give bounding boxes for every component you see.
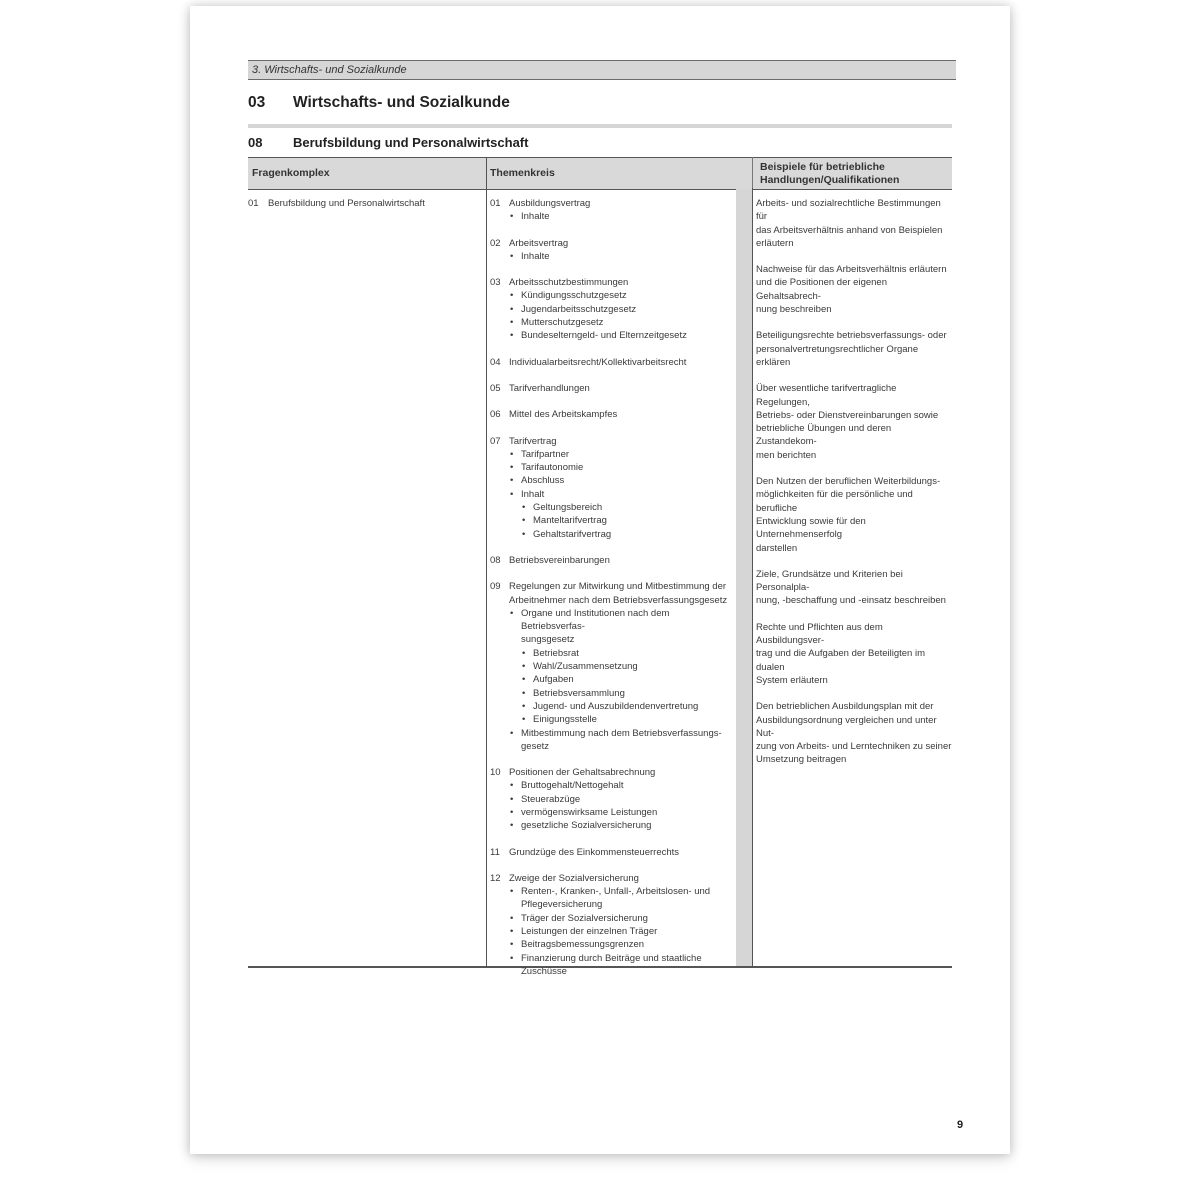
topic-number: 03 xyxy=(490,277,501,289)
topic-title: Tarifvertrag xyxy=(509,435,557,447)
topic-number: 08 xyxy=(490,554,501,566)
topic-bullet: • Inhalte xyxy=(509,250,732,263)
topic-sub-bullet: • Betriebsversammlung xyxy=(521,687,732,700)
topic-bullet: • Tarifpartner xyxy=(509,448,732,461)
beispiel-paragraph xyxy=(756,568,952,608)
beispiel-line: Arbeits- und sozialrechtliche Bestimmungen für xyxy=(756,198,941,223)
chapter-number: 03 xyxy=(248,94,266,111)
beispiel-paragraph xyxy=(756,382,952,462)
topic-03 xyxy=(490,276,732,342)
topic-bullet-with-sublist xyxy=(509,607,732,727)
topic-number: 11 xyxy=(490,846,500,858)
beispiel-line: Umsetzung beitragen xyxy=(756,754,847,766)
topic-bullet: • Mutterschutzgesetz xyxy=(509,316,732,329)
topic-bullet: • Beitragsbemessungsgrenzen xyxy=(509,938,732,951)
beispiel-line: und die Positionen der eigenen Gehaltsabrech- xyxy=(756,277,887,302)
topic-sub-bullet: • Manteltarifvertrag xyxy=(521,514,732,527)
topic-title: Individualarbeitsrecht/Kollektivarbeitsrecht xyxy=(509,356,687,368)
topic-title: Ausbildungsvertrag xyxy=(509,198,591,209)
section-title: Berufsbildung und Personalwirtschaft xyxy=(293,135,529,150)
topic-title xyxy=(509,580,732,607)
topic-bullet: • gesetzliche Sozialversicherung xyxy=(509,819,732,832)
topic-bullet-line: • Finanzierung durch Beiträge und staatliche xyxy=(521,952,702,964)
themenkreis-cell xyxy=(490,197,732,991)
beispiel-paragraph xyxy=(756,329,952,369)
topic-sub-bullet: • Gehaltstarifvertrag xyxy=(521,528,732,541)
topic-bullet: • Abschluss xyxy=(509,474,732,487)
topic-bullet-line: Zuschüsse xyxy=(521,965,567,977)
topic-title-line: Regelungen zur Mitwirkung und Mitbestimmung der xyxy=(509,581,727,593)
topic-bullet xyxy=(509,952,732,979)
beispiel-paragraph xyxy=(756,700,952,766)
header-fragenkomplex: Fragenkomplex xyxy=(252,167,330,179)
topic-04 xyxy=(490,356,732,369)
topic-number: 06 xyxy=(490,409,501,421)
chapter-title: Wirtschafts- und Sozialkunde xyxy=(293,94,510,111)
column-divider-1 xyxy=(486,157,487,967)
topic-sub-bullet: • Wahl/Zusammensetzung xyxy=(521,660,732,673)
topic-title: Grundzüge des Einkommensteuerrechts xyxy=(509,846,680,858)
topic-sub-bullet: • Jugend- und Auszubildendenvertretung xyxy=(521,700,732,713)
fragenkomplex-number: 01 xyxy=(248,198,259,209)
beispiel-line: Entwicklung sowie für den Unternehmenserfolg xyxy=(756,515,866,541)
topic-number: 10 xyxy=(490,767,501,779)
topic-bullet-with-sublist xyxy=(509,488,732,541)
document-page xyxy=(190,6,1010,1154)
topic-title: Positionen der Gehaltsabrechnung xyxy=(509,767,656,779)
beispiele-cell xyxy=(756,197,952,780)
column-divider-2 xyxy=(752,188,753,967)
topic-title: Tarifverhandlungen xyxy=(509,382,590,394)
topic-bullet: • Tarifautonomie xyxy=(509,461,732,474)
topic-number: 02 xyxy=(490,237,501,249)
topic-bullet: • Bruttogehalt/Nettogehalt xyxy=(509,779,732,792)
beispiel-line: betriebliche Übungen und deren Zustandekom- xyxy=(756,423,892,448)
beispiel-line: Ausbildungsordnung vergleichen und unter Nut- xyxy=(756,714,937,739)
topic-bullet: • Steuerabzüge xyxy=(509,793,732,806)
topic-number: 07 xyxy=(490,435,501,447)
beispiel-line: Den betrieblichen Ausbildungsplan mit der xyxy=(756,701,934,713)
beispiel-line: das Arbeitsverhältnis anhand von Beispielen xyxy=(756,224,943,236)
beispiel-line: möglichkeiten für die persönliche und berufliche xyxy=(756,489,913,514)
topic-bullet-line: Pflegeversicherung xyxy=(521,899,603,911)
section-number: 08 xyxy=(248,135,263,150)
beispiel-line: Über wesentliche tarifvertragliche Regelungen, xyxy=(756,383,897,408)
topic-number: 12 xyxy=(490,872,501,884)
beispiel-line: Den Nutzen der beruflichen Weiterbildungs- xyxy=(756,476,941,488)
topic-bullet: • Jugendarbeitsschutzgesetz xyxy=(509,303,732,316)
topic-title: Zweige der Sozialversicherung xyxy=(509,872,639,884)
topic-08 xyxy=(490,554,732,567)
topic-bullet-line: • Renten-, Kranken-, Unfall-, Arbeitslosen- und xyxy=(521,886,711,898)
beispiel-paragraph xyxy=(756,621,952,687)
topic-bullet-line: • Organe und Institutionen nach dem Betriebsverfas- xyxy=(521,607,670,633)
header-beispiele xyxy=(756,158,952,189)
beispiel-line: trag und die Aufgaben der Beteiligten im dualen xyxy=(756,648,926,673)
topic-sub-bullet: • Geltungsbereich xyxy=(521,501,732,514)
topic-bullet-line: • Mitbestimmung nach dem Betriebsverfassungs- xyxy=(521,727,722,739)
beispiel-line: nung beschreiben xyxy=(756,304,832,316)
topic-title-line: Arbeitnehmer nach dem Betriebsverfassungsgesetz xyxy=(509,594,728,606)
header-beispiele-line1: Beispiele für betriebliche xyxy=(760,160,885,173)
beispiel-line: personalvertretungsrechtlicher Organe erklären xyxy=(756,343,919,368)
topic-sub-bullet: • Betriebsrat xyxy=(521,647,732,660)
beispiel-line: zung von Arbeits- und Lerntechniken zu seiner xyxy=(756,741,952,753)
beispiel-line: Betriebs- oder Dienstvereinbarungen sowie xyxy=(756,409,939,421)
topic-title: Arbeitsvertrag xyxy=(509,237,569,249)
topic-title: Mittel des Arbeitskampfes xyxy=(509,409,618,421)
beispiel-line: Nachweise für das Arbeitsverhältnis erläutern xyxy=(756,264,947,276)
topic-bullet: • vermögenswirksame Leistungen xyxy=(509,806,732,819)
beispiel-line: Rechte und Pflichten aus dem Ausbildungsver- xyxy=(756,621,883,647)
topic-bullet: • Bundeselterngeld- und Elternzeitgesetz xyxy=(509,329,732,342)
beispiel-line: Beteiligungsrechte betriebsverfassungs- oder xyxy=(756,330,947,342)
beispiel-line: System erläutern xyxy=(756,674,828,686)
header-beispiele-line2: Handlungen/Qualifikationen xyxy=(760,173,900,186)
topic-05 xyxy=(490,382,732,395)
topic-number: 05 xyxy=(490,382,501,394)
topic-10 xyxy=(490,766,732,832)
topic-title: Betriebsvereinbarungen xyxy=(509,554,610,566)
chapter-heading xyxy=(248,94,952,112)
topic-number: 04 xyxy=(490,356,501,368)
topic-bullet xyxy=(509,727,732,754)
beispiel-line: darstellen xyxy=(756,542,798,554)
topic-01 xyxy=(490,197,732,224)
beispiel-line: nung, -beschaffung und -einsatz beschreiben xyxy=(756,595,946,607)
topic-sub-bullet: • Einigungsstelle xyxy=(521,713,732,726)
table-header-row xyxy=(248,157,952,190)
column-separator-strip xyxy=(736,189,752,966)
topic-bullet: • Kündigungsschutzgesetz xyxy=(509,289,732,302)
beispiel-line: erläutern xyxy=(756,237,794,249)
topic-12 xyxy=(490,872,732,978)
topic-bullet: • Träger der Sozialversicherung xyxy=(509,912,732,925)
topic-09 xyxy=(490,580,732,753)
beispiel-paragraph xyxy=(756,475,952,555)
beispiel-line: Ziele, Grundsätze und Kriterien bei Personalpla- xyxy=(756,568,903,594)
section-heading xyxy=(248,135,952,150)
topic-title: Arbeitsschutzbestimmungen xyxy=(509,277,629,289)
header-column-divider-2 xyxy=(752,157,753,188)
topic-02 xyxy=(490,237,732,264)
topic-bullet-line: sungsgesetz xyxy=(521,634,575,646)
topic-bullet: • Leistungen der einzelnen Träger xyxy=(509,925,732,938)
topic-number: 09 xyxy=(490,581,501,593)
running-head: 3. Wirtschafts- und Sozialkunde xyxy=(248,60,956,80)
page-number: 9 xyxy=(957,1119,964,1131)
topic-bullet xyxy=(509,885,732,912)
beispiel-line: men berichten xyxy=(756,449,817,461)
beispiel-paragraph xyxy=(756,263,952,316)
topic-bullet: • Inhalte xyxy=(509,210,732,223)
fragenkomplex-label: Berufsbildung und Personalwirtschaft xyxy=(268,198,425,209)
topic-sub-bullet: • Aufgaben xyxy=(521,673,732,686)
topic-number: 01 xyxy=(490,198,501,209)
fragenkomplex-cell xyxy=(248,197,483,210)
topic-11 xyxy=(490,846,732,859)
topic-bullet-line: gesetz xyxy=(521,740,549,752)
section-divider xyxy=(248,124,952,128)
header-themenkreis: Themenkreis xyxy=(490,167,555,179)
topic-bullet-text: Inhalt xyxy=(521,488,545,500)
beispiel-paragraph xyxy=(756,197,952,250)
topic-07 xyxy=(490,435,732,541)
topic-06 xyxy=(490,408,732,421)
